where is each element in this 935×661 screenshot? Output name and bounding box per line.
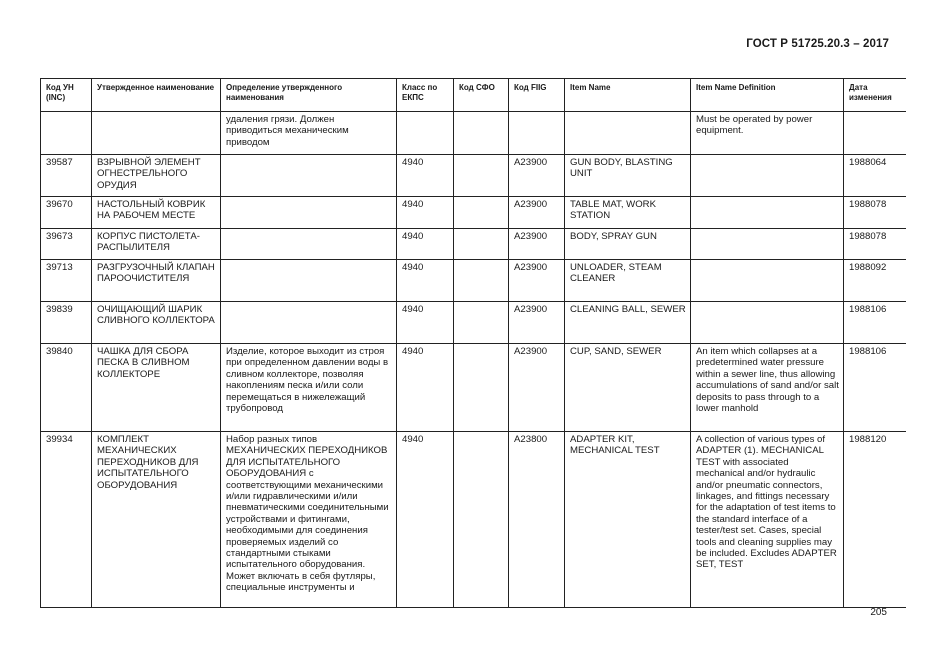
table-row xyxy=(41,155,907,197)
cell-code: 39673 xyxy=(41,229,92,260)
cell-class: 4940 xyxy=(397,432,454,609)
cell-code: 39670 xyxy=(41,197,92,229)
table-container xyxy=(40,78,906,608)
cell-code: 39587 xyxy=(41,155,92,197)
cell-item: BODY, SPRAY GUN xyxy=(565,229,691,260)
document-header: ГОСТ Р 51725.20.3 – 2017 xyxy=(746,38,889,50)
header-item-definition: Item Name Definition xyxy=(691,79,844,112)
cell-class: 4940 xyxy=(397,302,454,344)
cell-definition: Набор разных типов МЕХАНИЧЕСКИХ ПЕРЕХОДНИКОВ ДЛЯ ИСПЫТАТЕЛЬНОГО ОБОРУДОВАНИЯ с соответствующими механическими и/или гидравлическими и/или пневматическими соединительными устройствами и фитингами, необходимыми для соединения проверяемых изделий со стандартными стыками испытательного оборудования. Может включать в себя футляры, специальные инструменты и xyxy=(221,432,397,609)
table-header xyxy=(41,79,907,112)
cell-date: 1988064 xyxy=(844,155,907,197)
catalog-table xyxy=(40,78,906,608)
cell-item: TABLE MAT, WORK STATION xyxy=(565,197,691,229)
cell-sfo xyxy=(454,302,509,344)
cell-item-definition xyxy=(691,197,844,229)
cell-sfo xyxy=(454,197,509,229)
cell-fiig: A23900 xyxy=(509,344,565,432)
table-row xyxy=(41,112,907,155)
page-number: 205 xyxy=(870,607,887,618)
cell-sfo xyxy=(454,155,509,197)
cell-name: ЧАШКА ДЛЯ СБОРА ПЕСКА В СЛИВНОМ КОЛЛЕКТОРЕ xyxy=(92,344,221,432)
cell-class xyxy=(397,112,454,155)
header-date: Дата изменения xyxy=(844,79,907,112)
table-row xyxy=(41,344,907,432)
cell-sfo xyxy=(454,229,509,260)
header-sfo: Код СФО xyxy=(454,79,509,112)
cell-code: 39839 xyxy=(41,302,92,344)
table-row xyxy=(41,302,907,344)
cell-code xyxy=(41,112,92,155)
cell-date: 1988092 xyxy=(844,260,907,302)
cell-item-definition xyxy=(691,302,844,344)
cell-item: UNLOADER, STEAM CLEANER xyxy=(565,260,691,302)
cell-code: 39840 xyxy=(41,344,92,432)
cell-sfo xyxy=(454,260,509,302)
table-row xyxy=(41,229,907,260)
cell-fiig: A23900 xyxy=(509,260,565,302)
header-approved-name: Утвержденное наименование xyxy=(92,79,221,112)
cell-item-definition: An item which collapses at a predetermined water pressure within a sewer line, thus allowing accumulations of sand and/or salt deposits to pass through to a lower manhold xyxy=(691,344,844,432)
header-item-name: Item Name xyxy=(565,79,691,112)
cell-fiig: A23900 xyxy=(509,302,565,344)
cell-fiig: A23800 xyxy=(509,432,565,609)
cell-item: GUN BODY, BLASTING UNIT xyxy=(565,155,691,197)
cell-item-definition xyxy=(691,155,844,197)
header-row xyxy=(41,79,907,112)
header-code: Код УН (INC) xyxy=(41,79,92,112)
cell-definition: удаления грязи. Должен приводиться механическим приводом xyxy=(221,112,397,155)
table-body xyxy=(41,112,907,609)
cell-item-definition: A collection of various types of ADAPTER (1). MECHANICAL TEST with associated mechanical and/or hydraulic and/or pneumatic connectors, linkages, and fittings necessary for the adaptation of test items to the standard interface of a tester/test set. Cases, special tools and cleaning supplies may be included. Excludes ADAPTER SET, TEST xyxy=(691,432,844,609)
header-definition: Определение утвержденного наименования xyxy=(221,79,397,112)
cell-definition xyxy=(221,302,397,344)
table-row xyxy=(41,260,907,302)
cell-item: CLEANING BALL, SEWER xyxy=(565,302,691,344)
cell-definition xyxy=(221,260,397,302)
cell-name: НАСТОЛЬНЫЙ КОВРИК НА РАБОЧЕМ МЕСТЕ xyxy=(92,197,221,229)
cell-fiig: A23900 xyxy=(509,197,565,229)
cell-name xyxy=(92,112,221,155)
cell-fiig: A23900 xyxy=(509,229,565,260)
cell-name: РАЗГРУЗОЧНЫЙ КЛАПАН ПАРООЧИСТИТЕЛЯ xyxy=(92,260,221,302)
cell-code: 39713 xyxy=(41,260,92,302)
cell-class: 4940 xyxy=(397,229,454,260)
cell-class: 4940 xyxy=(397,260,454,302)
cell-sfo xyxy=(454,344,509,432)
cell-sfo xyxy=(454,112,509,155)
cell-name: КОРПУС ПИСТОЛЕТА-РАСПЫЛИТЕЛЯ xyxy=(92,229,221,260)
cell-item-definition xyxy=(691,229,844,260)
cell-class: 4940 xyxy=(397,155,454,197)
cell-name: ВЗРЫВНОЙ ЭЛЕМЕНТ ОГНЕСТРЕЛЬНОГО ОРУДИЯ xyxy=(92,155,221,197)
cell-date: 1988120 xyxy=(844,432,907,609)
cell-item-definition: Must be operated by power equipment. xyxy=(691,112,844,155)
cell-fiig: A23900 xyxy=(509,155,565,197)
cell-date: 1988106 xyxy=(844,302,907,344)
cell-name: ОЧИЩАЮЩИЙ ШАРИК СЛИВНОГО КОЛЛЕКТОРА xyxy=(92,302,221,344)
cell-definition xyxy=(221,197,397,229)
header-class: Класс по ЕКПС xyxy=(397,79,454,112)
cell-date: 1988078 xyxy=(844,197,907,229)
cell-date xyxy=(844,112,907,155)
cell-item: ADAPTER KIT, MECHANICAL TEST xyxy=(565,432,691,609)
cell-date: 1988106 xyxy=(844,344,907,432)
cell-item: CUP, SAND, SEWER xyxy=(565,344,691,432)
table-row xyxy=(41,432,907,609)
header-fiig: Код FIIG xyxy=(509,79,565,112)
cell-definition xyxy=(221,229,397,260)
cell-item-definition xyxy=(691,260,844,302)
cell-item xyxy=(565,112,691,155)
cell-definition: Изделие, которое выходит из строя при определенном давлении воды в сливном коллекторе, позволяя накоплениям песка и/или соли перемещаться в нижележащий трубопровод xyxy=(221,344,397,432)
cell-class: 4940 xyxy=(397,344,454,432)
cell-code: 39934 xyxy=(41,432,92,609)
cell-definition xyxy=(221,155,397,197)
cell-fiig xyxy=(509,112,565,155)
cell-sfo xyxy=(454,432,509,609)
cell-date: 1988078 xyxy=(844,229,907,260)
cell-name: КОМПЛЕКТ МЕХАНИЧЕСКИХ ПЕРЕХОДНИКОВ ДЛЯ ИСПЫТАТЕЛЬНОГО ОБОРУДОВАНИЯ xyxy=(92,432,221,609)
cell-class: 4940 xyxy=(397,197,454,229)
table-row xyxy=(41,197,907,229)
